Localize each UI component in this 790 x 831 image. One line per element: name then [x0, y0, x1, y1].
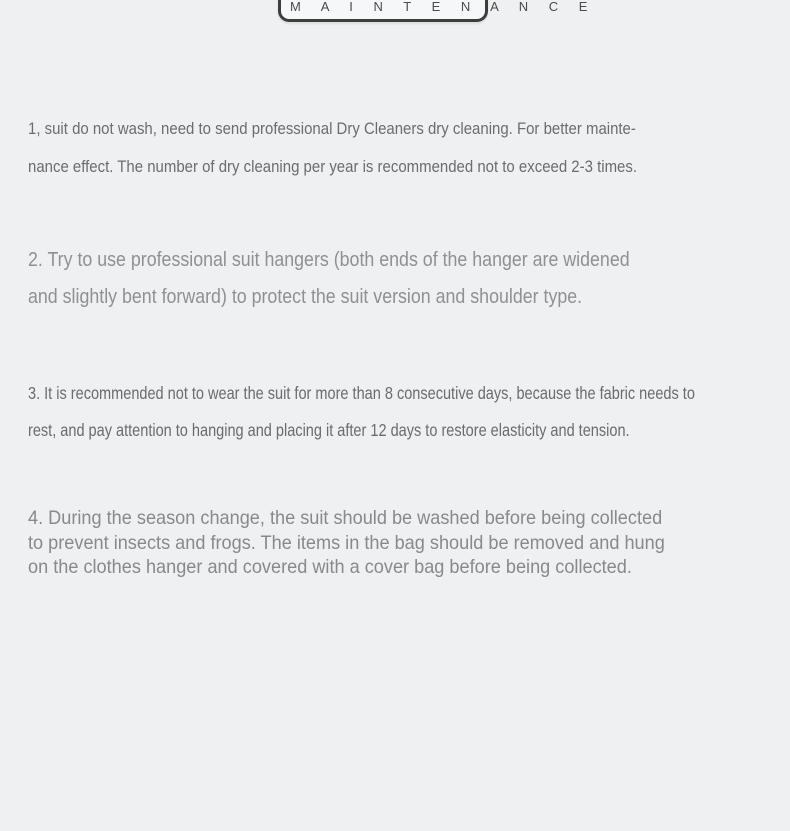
paragraph-line: on the clothes hanger and covered with a cover bag before being collected. [28, 556, 632, 578]
maintenance-title-box [278, 0, 596, 22]
paragraph-line: to prevent insects and frogs. The items in the bag should be removed and hung [28, 531, 665, 554]
paragraph-dry-cleaning [28, 110, 790, 186]
paragraph-line: 1, suit do not wash, need to send professional Dry Cleaners dry cleaning. For better mainte- [28, 119, 636, 138]
paragraph-line: and slightly bent forward) to protect the suit version and shoulder type. [28, 286, 583, 308]
paragraph-line: 4. During the season change, the suit should be washed before being collected [28, 507, 663, 529]
paragraph-season-storage [28, 506, 790, 580]
paragraph-line: 2. Try to use professional suit hangers (both ends of the hanger are widened [28, 249, 630, 271]
paragraph-wear-limit [28, 375, 775, 449]
maintenance-title: M A I N T E N A N C E [290, 0, 596, 14]
paragraph-line: nance effect. The number of dry cleaning per year is recommended not to exceed 2-3 times. [28, 157, 637, 176]
paragraph-line: 3. It is recommended not to wear the suit for more than 8 consecutive days, because the fabric needs to [28, 383, 695, 403]
paragraph-suit-hangers [28, 242, 790, 316]
paragraph-line: rest, and pay attention to hanging and placing it after 12 days to restore elasticity and tension. [28, 420, 630, 440]
